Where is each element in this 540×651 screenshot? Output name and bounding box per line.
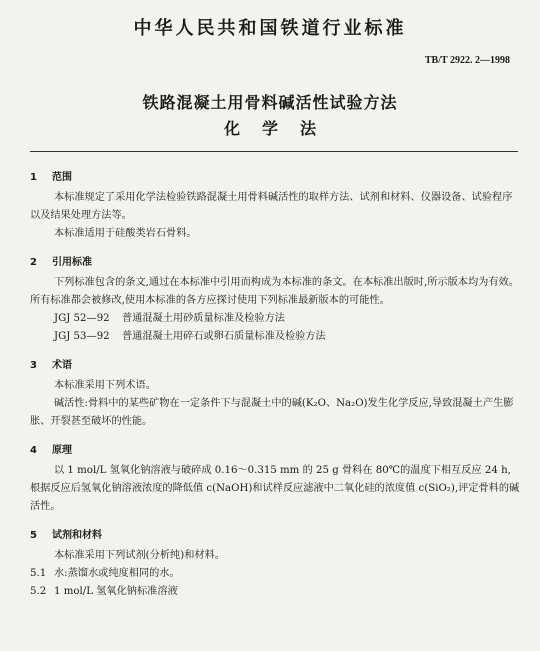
- reference-item: [30, 328, 520, 346]
- reference-code: JGJ 52—92: [54, 313, 110, 324]
- issuing-organization: 中华人民共和国铁道行业标准: [133, 18, 407, 39]
- section-2-paragraph-1: 下列标准包含的条文,通过在本标准中引用而构成为本标准的条文。在本标准出版时,所示版本均为有效。所有标准都会被修改,使用本标准的各方应探讨使用下列标准最新版本的可能性。: [30, 277, 519, 306]
- section-3-heading: [30, 357, 520, 375]
- standard-code: TB/T 2922. 2—1998: [424, 55, 510, 66]
- section-3-paragraph-1: 本标准采用下列术语。: [54, 380, 156, 391]
- section-title: 引用标准: [52, 257, 92, 268]
- clause-number: 5.2: [30, 586, 47, 597]
- clause-text: 1 mol/L 氢氧化钠标准溶液: [54, 586, 178, 597]
- section-number: 3: [30, 360, 37, 371]
- section-4-heading: [30, 442, 520, 460]
- reference-item: [30, 310, 520, 328]
- clause-text: 水:蒸馏水或纯度相同的水。: [54, 568, 180, 579]
- title-divider: [30, 151, 518, 152]
- clause-item: [30, 565, 520, 583]
- section-title: 试剂和材料: [52, 530, 102, 541]
- clause-item: [30, 583, 520, 601]
- section-1-heading: [30, 169, 520, 187]
- clause-number: 5.1: [30, 568, 47, 579]
- section-5-heading: [30, 527, 520, 545]
- section-number: 1: [30, 172, 37, 183]
- section-number: 4: [30, 445, 37, 456]
- section-1-paragraph-2: 本标准适用于硅酸类岩石骨料。: [54, 228, 197, 239]
- section-4-paragraph-1: 以 1 mol/L 氢氧化钠溶液与破碎成 0.16～0.315 mm 的 25 g 骨料在 80℃的温度下相互反应 24 h,根据反应后氢氧化钠溶液浓度的降低值 c(NaOH)和试样反应滤液中二氧化硅的浓度值 c(SiO₂),评定骨料的碱活性。: [30, 465, 520, 512]
- title-line-2: 化学法: [223, 119, 338, 138]
- section-title: 术语: [52, 360, 72, 371]
- section-2-heading: [30, 254, 520, 272]
- section-number: 5: [30, 530, 37, 541]
- section-number: 2: [30, 257, 37, 268]
- reference-title: 普通混凝土用碎石或卵石质量标准及检验方法: [122, 331, 326, 342]
- section-1-paragraph-1: 本标准规定了采用化学法检验铁路混凝土用骨料碱活性的取样方法、试剂和材料、仪器设备、试验程序以及结果处理方法等。: [30, 192, 513, 221]
- section-5-paragraph-1: 本标准采用下列试剂(分析纯)和材料。: [54, 550, 225, 561]
- section-title: 原理: [52, 445, 72, 456]
- document-body: [30, 163, 520, 601]
- document-title: [0, 90, 540, 142]
- section-3-paragraph-2: 碱活性:骨料中的某些矿物在一定条件下与混凝土中的碱(K₂O、Na₂O)发生化学反应,导致混凝土产生膨胀、开裂甚至破坏的性能。: [30, 398, 514, 427]
- section-title: 范围: [52, 172, 72, 183]
- reference-title: 普通混凝土用砂质量标准及检验方法: [122, 313, 285, 324]
- title-line-1: 铁路混凝土用骨料碱活性试验方法: [142, 93, 398, 112]
- reference-code: JGJ 53—92: [54, 331, 110, 342]
